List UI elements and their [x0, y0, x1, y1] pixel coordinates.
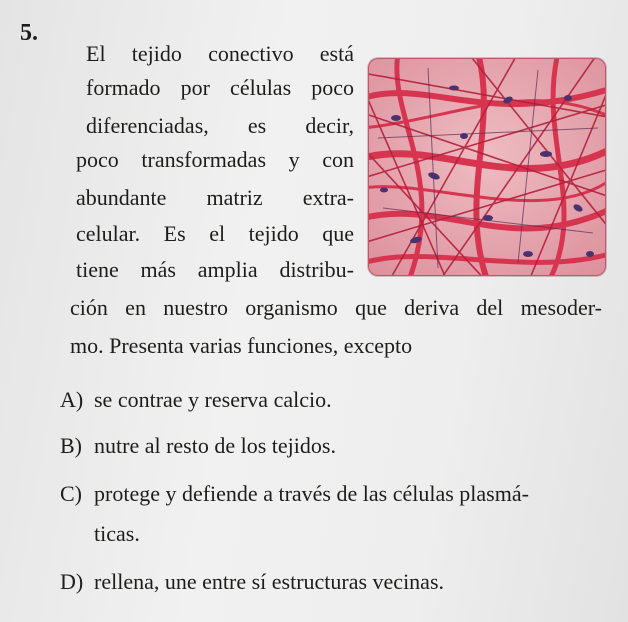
- stem-line: celular. Es el tejido que: [76, 221, 354, 246]
- stem-line: abundante matriz extra-: [76, 185, 354, 210]
- stem-line: ción en nuestro organismo que deriva del mesoder-: [70, 295, 602, 320]
- stem-line: formado por células poco: [86, 75, 354, 100]
- option-text: protege y defiende a través de las células plasmá-: [94, 481, 529, 506]
- option-b[interactable]: [60, 432, 336, 460]
- stem-line: El tejido conectivo está: [86, 41, 354, 66]
- question-number: 5.: [20, 20, 38, 46]
- option-c[interactable]: [60, 480, 529, 508]
- option-text: nutre al resto de los tejidos.: [94, 433, 336, 458]
- option-letter: A): [60, 387, 84, 412]
- stem-line: poco transformadas y con: [76, 147, 354, 172]
- stem-line: tiene más amplia distribu-: [76, 257, 354, 282]
- option-letter: D): [60, 569, 84, 594]
- stem-line: mo. Presenta varias funciones, excepto: [70, 333, 413, 358]
- option-a[interactable]: [60, 386, 332, 414]
- option-text: rellena, une entre sí estructuras vecinas.: [94, 569, 445, 594]
- stem-line: diferenciadas, es decir,: [86, 113, 354, 138]
- option-letter: B): [60, 433, 82, 458]
- option-c-continuation: ticas.: [94, 521, 140, 546]
- connective-tissue-micrograph: [368, 58, 606, 276]
- option-text: se contrae y reserva calcio.: [94, 387, 332, 412]
- option-letter: C): [60, 481, 82, 506]
- option-d[interactable]: [60, 568, 444, 596]
